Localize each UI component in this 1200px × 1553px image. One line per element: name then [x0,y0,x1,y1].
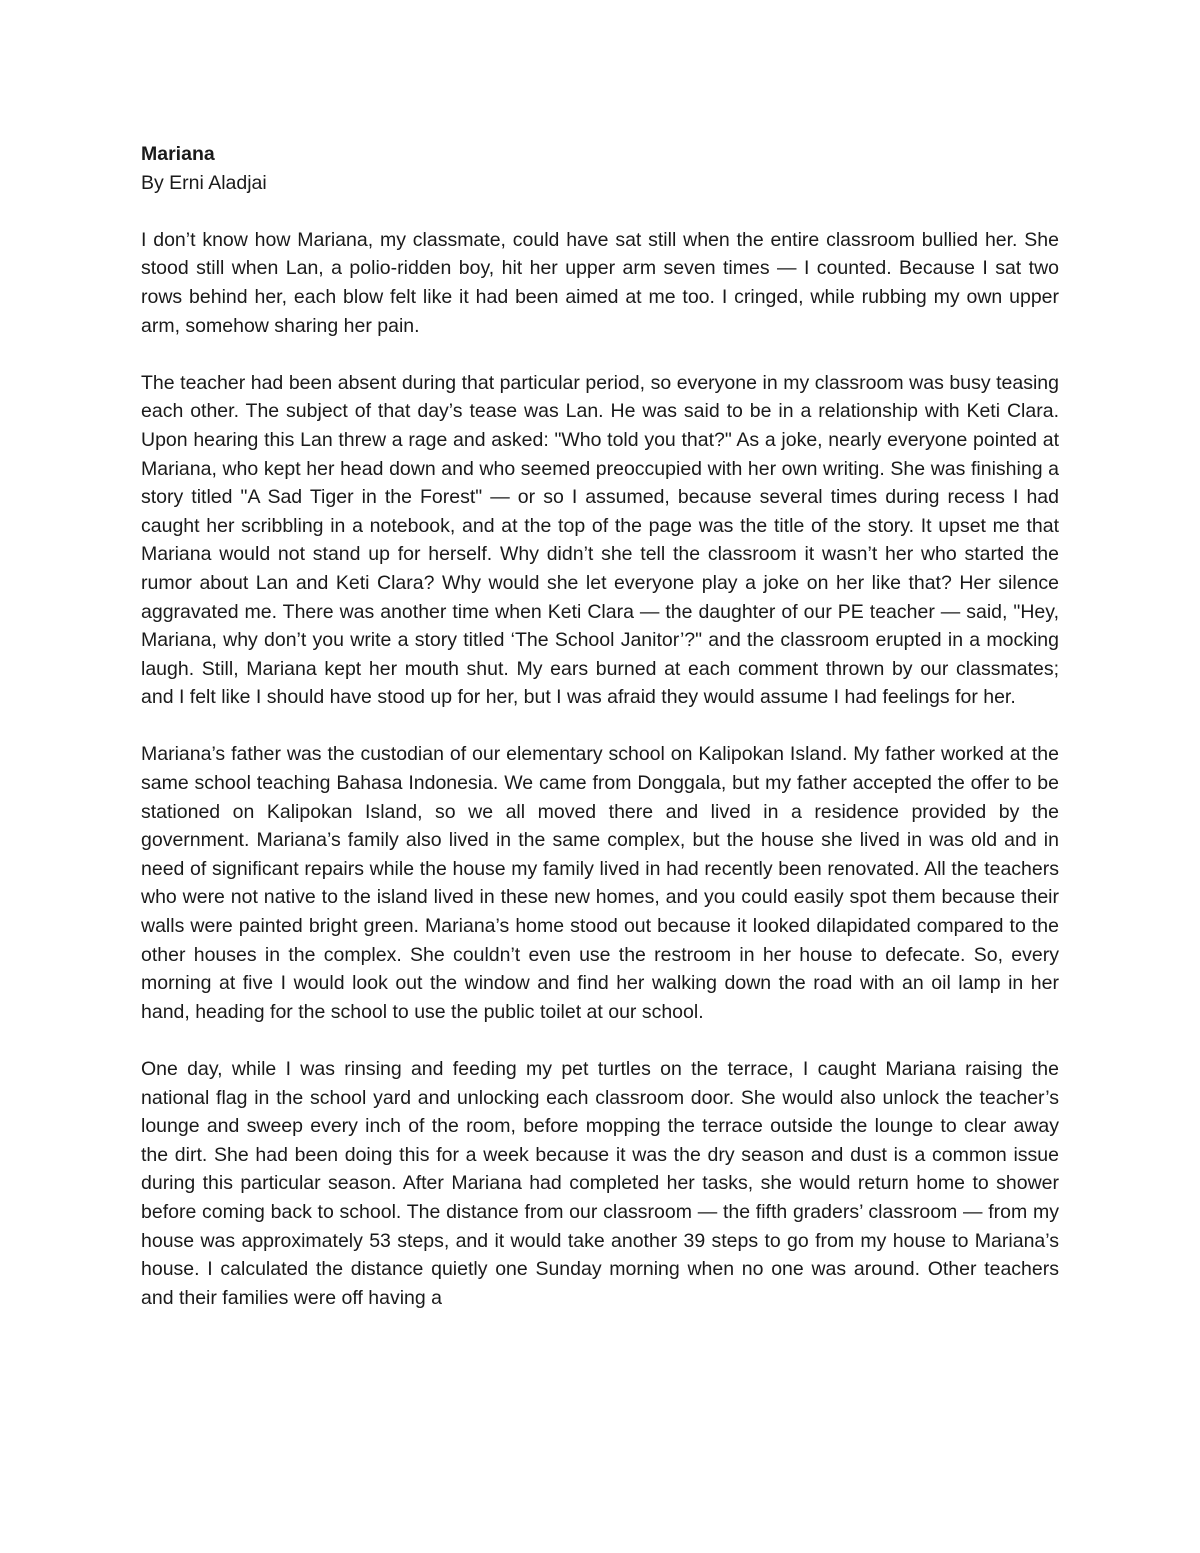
paragraph-2: The teacher had been absent during that particular period, so everyone in my classroom was busy teasing each other. The subject of that day’s tease was Lan. He was said to be in a relationship with Keti Clara. Upon hearing this Lan threw a rage and asked: "Who told you that?" As a joke, nearly everyone pointed at Mariana, who kept her head down and who seemed preoccupied with her own writing. She was finishing a story titled "A Sad Tiger in the Forest" — or so I assumed, because several times during recess I had caught her scribbling in a notebook, and at the top of the page was the title of the story. It upset me that Mariana would not stand up for herself. Why didn’t she tell the classroom it wasn’t her who started the rumor about Lan and Keti Clara? Why would she let everyone play a joke on her like that? Her silence aggravated me. There was another time when Keti Clara — the daughter of our PE teacher — said, "Hey, Mariana, why don’t you write a story titled ‘The School Janitor’?" and the classroom erupted in a mocking laugh. Still, Mariana kept her mouth shut. My ears burned at each comment thrown by our classmates; and I felt like I should have stood up for her, but I was afraid they would assume I had feelings for her. [141,371,1059,709]
document-page [141,140,1059,1312]
paragraph-3: Mariana’s father was the custodian of our elementary school on Kalipokan Island. My father worked at the same school teaching Bahasa Indonesia. We came from Donggala, but my father accepted the offer to be stationed on Kalipokan Island, so we all moved there and lived in a residence provided by the government. Mariana’s family also lived in the same complex, but the house she lived in was old and in need of significant repairs while the house my family lived in had recently been renovated. All the teachers who were not native to the island lived in these new homes, and you could easily spot them because their walls were painted bright green. Mariana’s home stood out because it looked dilapidated compared to the other houses in the complex. She couldn’t even use the restroom in her house to defecate. So, every morning at five I would look out the window and find her walking down the road with an oil lamp in her hand, heading for the school to use the public toilet at our school. [141,743,1059,1023]
story-title: Mariana [141,143,215,165]
author-byline: By Erni Aladjai [141,171,267,194]
paragraph-1: I don’t know how Mariana, my classmate, could have sat still when the entire classroom bullied her. She stood still when Lan, a polio-ridden boy, hit her upper arm seven times — I counted. Because I sat two rows behind her, each blow felt like it had been aimed at me too. I cringed, while rubbing my own upper arm, somehow sharing her pain. [141,228,1059,337]
paragraph-4: One day, while I was rinsing and feeding my pet turtles on the terrace, I caught Mariana raising the national flag in the school yard and unlocking each classroom door. She would also unlock the teacher’s lounge and sweep every inch of the room, before mopping the terrace outside the lounge to clear away the dirt. She had been doing this for a week because it was the dry season and dust is a common issue during this particular season. After Mariana had completed her tasks, she would return home to shower before coming back to school. The distance from our classroom — the fifth graders’ classroom — from my house was approximately 53 steps, and it would take another 39 steps to go from my house to Mariana’s house. I calculated the distance quietly one Sunday morning when no one was around. Other teachers and their families were off having a [141,1058,1059,1309]
